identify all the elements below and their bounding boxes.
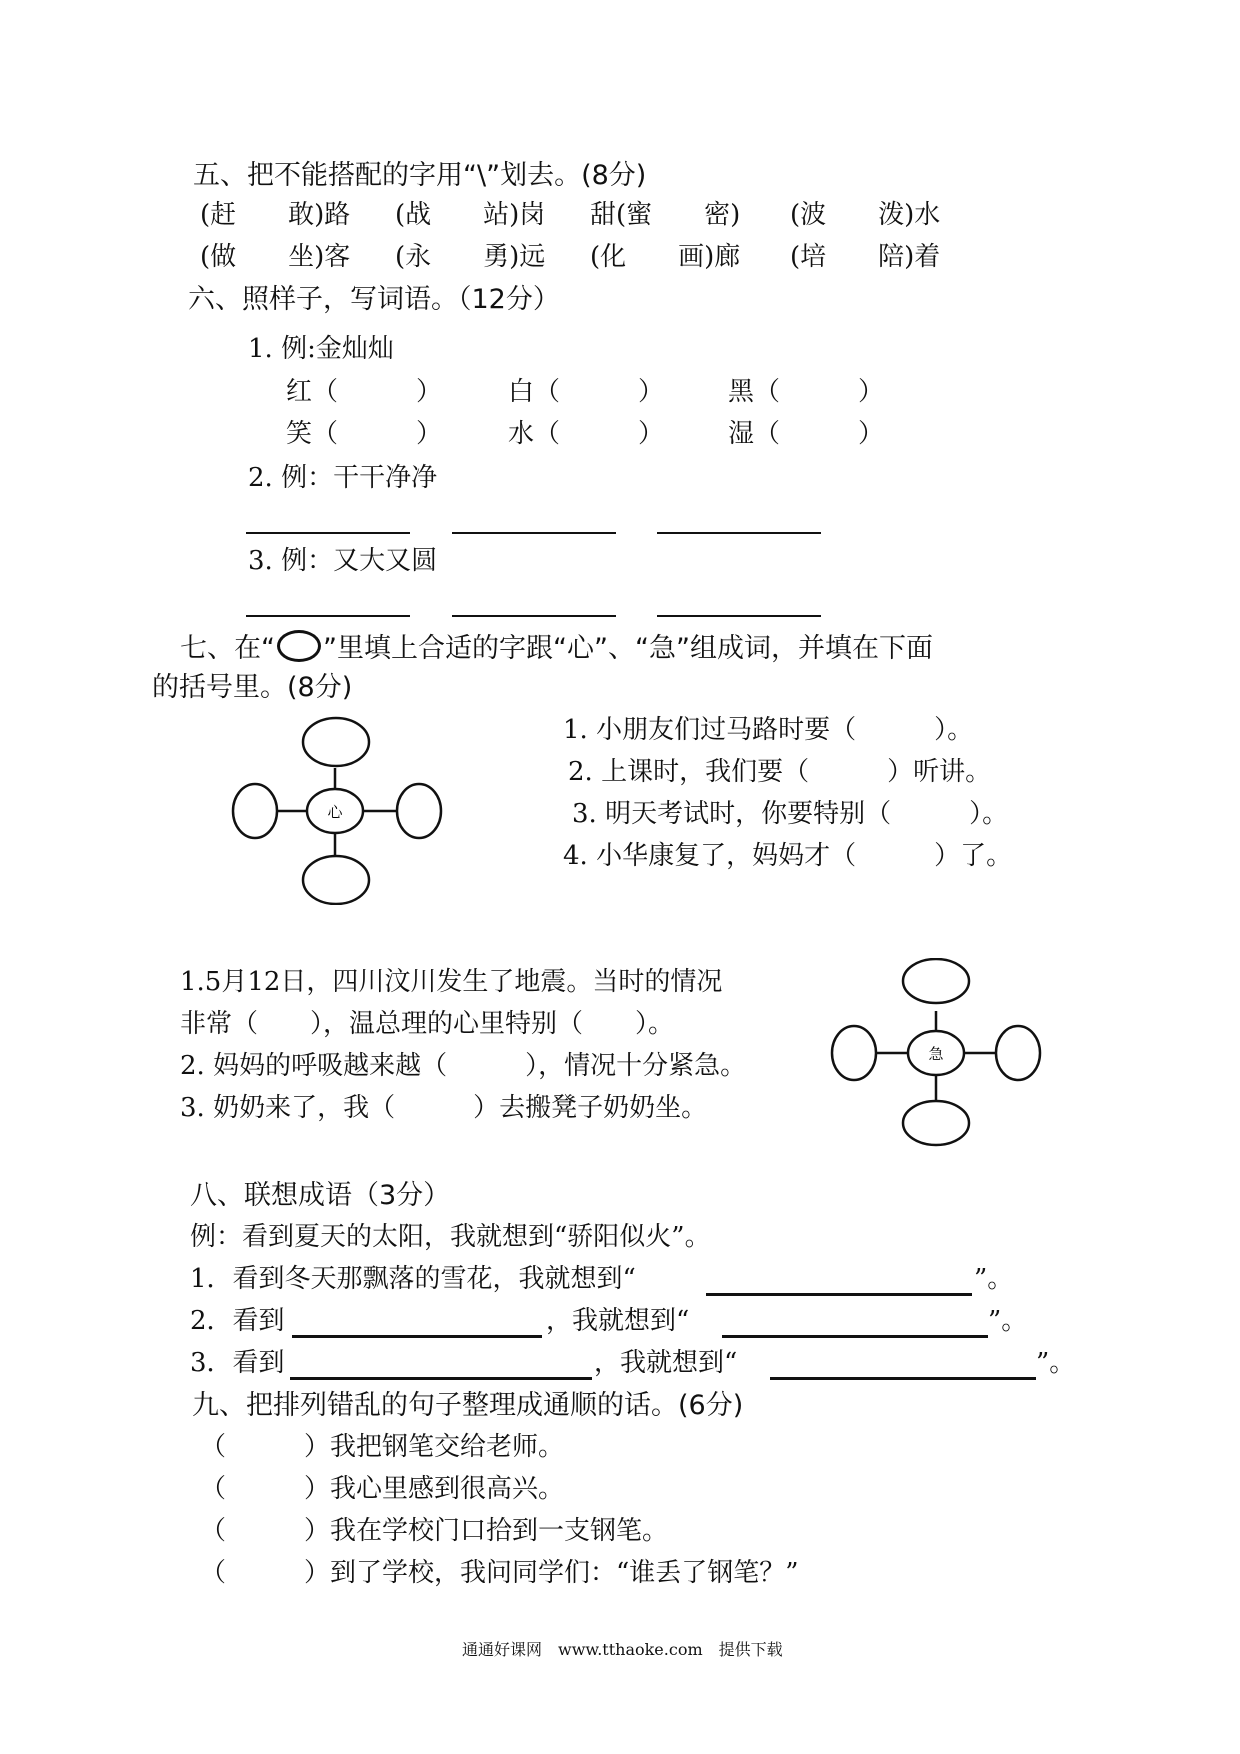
xin-bottom-oval[interactable] [303,856,369,904]
s8-q3-pre: 3．看到 [190,1348,285,1378]
s7-ji-q1-line2: 非常（ ），温总理的心里特别（ ）。 [180,1009,675,1039]
s8-q2-blank-1[interactable] [292,1335,542,1338]
s9-item-2: （ ）我心里感到很高兴。 [200,1474,565,1504]
section7-title-line2: 的括号里。(8分) [152,672,353,703]
s8-q3-mid: ，我就想到“ [594,1348,738,1378]
xin-center-label: 心 [327,803,343,821]
s8-q3-blank-2[interactable] [770,1377,1036,1380]
s5-r1-c4: (波 泼)水 [790,200,941,230]
s8-q3-post: ”。 [1036,1348,1076,1378]
s6-q1-item-white: 白（ ） [508,377,665,407]
s6-q2-blank-2[interactable] [452,532,616,534]
s7-ji-q3: 3. 奶奶来了，我（ ）去搬凳子奶奶坐。 [180,1093,708,1123]
xin-right-oval[interactable] [397,784,441,838]
s5-r1-c3: 甜(蜜 密) [590,200,741,230]
s9-item-4: （ ）到了学校，我问同学们：“谁丢了钢笔？” [200,1558,799,1588]
s8-example: 例：看到夏天的太阳，我就想到“骄阳似火”。 [190,1222,711,1252]
xin-left-oval[interactable] [233,784,277,838]
s8-q3-blank-1[interactable] [290,1377,592,1380]
s8-q2-pre: 2．看到 [190,1306,285,1336]
footer-text: 通通好课网 www.tthaoke.com 提供下载 [462,1640,783,1659]
s8-q2-mid: ，我就想到“ [546,1306,690,1336]
s6-q2-blank-1[interactable] [246,532,410,534]
xin-top-oval[interactable] [303,718,369,766]
s7-title-post: ”里填上合适的字跟“心”、“急”组成词，并填在下面 [323,633,933,664]
s5-r1-c2: (战 站)岗 [395,200,546,230]
s6-q1-item-black: 黑（ ） [728,377,885,407]
s9-item-3: （ ）我在学校门口拾到一支钢笔。 [200,1516,669,1546]
s6-q2-blank-3[interactable] [657,532,821,534]
s9-item-1: （ ）我把钢笔交给老师。 [200,1432,565,1462]
ji-center-label: 急 [928,1045,944,1063]
ji-cross-diagram [825,958,1045,1148]
s5-r2-c2: (永 勇)远 [395,242,546,272]
s6-q3-blank-2[interactable] [452,615,616,617]
xin-cross-diagram [225,715,445,905]
s7-title-pre: 七、在“ [180,633,275,664]
section7-title [180,630,933,665]
s5-r2-c3: (化 画)廊 [590,242,741,272]
section9-title: 九、把排列错乱的句子整理成通顺的话。(6分) [192,1390,744,1421]
section8-title: 八、联想成语（3分） [190,1180,451,1211]
ji-right-oval[interactable] [996,1026,1040,1080]
s6-q3-label: 3. 例：又大又圆 [248,546,438,576]
s6-q1-label: 1. 例:金灿灿 [248,334,394,364]
s6-q1-item-water: 水（ ） [508,419,665,449]
s7-ji-q2: 2. 妈妈的呼吸越来越（ ），情况十分紧急。 [180,1051,747,1081]
s7-xin-q2: 2. 上课时，我们要（ ）听讲。 [568,757,992,787]
section5-title: 五、把不能搭配的字用“\”划去。(8分) [193,160,647,191]
ji-left-oval[interactable] [832,1026,876,1080]
s5-r2-c1: (做 坐)客 [200,242,351,272]
s6-q3-blank-1[interactable] [246,615,410,617]
s5-r2-c4: (培 陪)着 [790,242,941,272]
s7-xin-q1: 1. 小朋友们过马路时要（ ）。 [563,715,974,745]
section6-title: 六、照样子，写词语。（12分） [188,284,560,315]
s6-q2-label: 2. 例：干干净净 [248,463,438,493]
s8-q1-blank[interactable] [706,1293,972,1296]
s7-xin-q3: 3. 明天考试时，你要特别（ ）。 [572,799,1009,829]
ji-bottom-oval[interactable] [903,1101,969,1145]
s8-q2-blank-2[interactable] [722,1335,988,1338]
s6-q1-item-red: 红（ ） [286,377,443,407]
s7-xin-q4: 4. 小华康复了，妈妈才（ ）了。 [563,841,1013,871]
s5-r1-c1: (赶 敢)路 [200,200,351,230]
s7-ji-q1-line1: 1.5月12日，四川汶川发生了地震。当时的情况 [180,967,723,997]
s8-q2-post: ”。 [988,1306,1028,1336]
oval-icon [277,630,321,662]
s6-q3-blank-3[interactable] [657,615,821,617]
s6-q1-item-smile: 笑（ ） [286,419,443,449]
s6-q1-item-wet: 湿（ ） [728,419,885,449]
s8-q1-pre: 1．看到冬天那飘落的雪花，我就想到“ [190,1264,636,1294]
ji-top-oval[interactable] [903,959,969,1003]
s8-q1-post: ”。 [974,1264,1014,1294]
